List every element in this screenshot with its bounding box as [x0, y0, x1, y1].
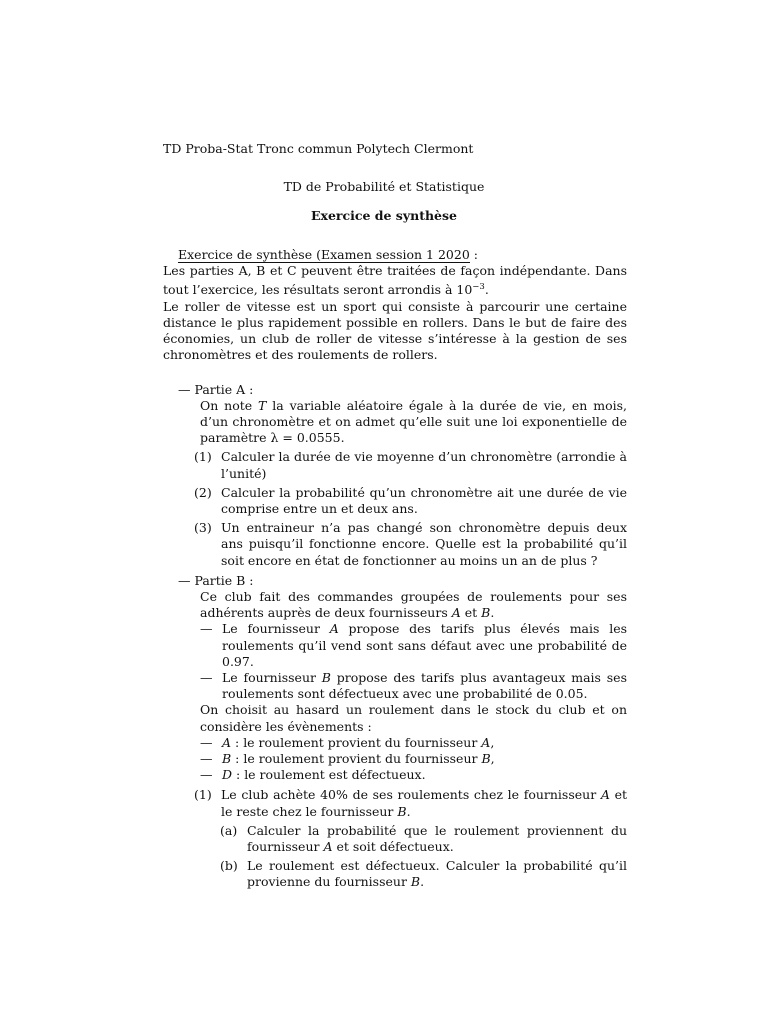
subquestion-text-end: et soit défectueux.: [332, 839, 454, 855]
question-number: (1): [194, 787, 212, 803]
event-text: [222, 767, 627, 783]
question-number: (3): [194, 520, 212, 536]
subquestion-variable: B: [410, 874, 421, 890]
subquestion-text-end: .: [420, 874, 425, 890]
document-subtitle: Exercice de synthèse: [310, 208, 458, 223]
part-a-intro: [200, 398, 627, 447]
dash-marker: —: [200, 670, 213, 686]
question-text-middle: et le reste chez le fournisseur: [221, 787, 627, 819]
question-text: Calculer la durée de vie moyenne d’un chronomètre (arrondie à l’unité): [221, 449, 627, 481]
exercise-body: [163, 247, 627, 891]
question-text: [221, 787, 627, 819]
event-text: [222, 735, 627, 751]
subquestion-variable: A: [323, 839, 333, 855]
document-title: TD de Probabilité et Statistique: [283, 179, 485, 194]
intro-paragraph-2: Le roller de vitesse est un sport qui consiste à parcourir une certaine distance le plus rapidement possible en rollers. Dans le but de faire des économies, un club de roller de vitesse s’intéresse à la gestion de ses chronomètres et des roulements de rollers.: [163, 298, 627, 363]
supplier-description: propose des tarifs plus avantageux mais ses roulements sont défectueux avec une probabilité de 0.05.: [222, 670, 627, 702]
event-a: [200, 735, 627, 751]
event-b: [200, 751, 627, 767]
dash-marker: —: [200, 734, 213, 750]
variable-a: A: [600, 787, 610, 803]
supplier-a-item: [200, 621, 627, 670]
question-text-start: Le club achète 40% de ses roulements chez le fournisseur: [221, 787, 601, 803]
part-b-intro-and: et: [460, 605, 482, 621]
part-a-title: — Partie A :: [178, 381, 254, 397]
part-a-intro-end: la variable aléatoire égale à la durée de vie, en mois, d’un chronomètre et on admet qu’elle suit une loi exponentielle de paramètre λ = 0.0555.: [200, 397, 627, 446]
question-number: (2): [194, 484, 212, 500]
event-supplier: A: [481, 734, 491, 750]
event-text: [222, 751, 627, 767]
part-a-body: [194, 397, 627, 569]
subquestion-a: [220, 823, 627, 855]
supplier-prefix: Le fournisseur: [222, 670, 322, 686]
dash-marker: —: [200, 751, 213, 767]
variable-a: A: [451, 605, 461, 621]
part-b-question-1: [194, 787, 627, 819]
question-text: Calculer la probabilité qu’un chronomètre ait une durée de vie comprise entre un et deux ans.: [221, 484, 627, 516]
part-b-intro-period: .: [490, 605, 495, 621]
event-variable: B: [222, 751, 232, 767]
event-variable: A: [222, 734, 232, 750]
supplier-variable: A: [329, 621, 339, 637]
variable-b: B: [481, 605, 491, 621]
supplier-prefix: Le fournisseur: [222, 621, 330, 637]
event-supplier: B: [481, 751, 491, 767]
supplier-description: propose des tarifs plus élevés mais les roulements qu’il vend sont sans défaut avec une probabilité de 0.97.: [222, 621, 627, 669]
part-b-body: [194, 589, 627, 891]
supplier-text: [222, 670, 627, 702]
question-text-end: .: [406, 803, 411, 819]
question-text: Un entraineur n’a pas changé son chronomètre depuis deux ans puisqu’il fonctionne encore. Quelle est la probabilité qu’il soit encore en état de fonctionner au moins un an de plus ?: [221, 520, 627, 568]
part-a: [178, 382, 627, 569]
variable-b: B: [397, 803, 407, 819]
variable-t: T: [258, 397, 267, 413]
event-end: ,: [490, 751, 495, 767]
event-description: : le roulement provient du fournisseur: [231, 751, 482, 767]
exercise-heading: [163, 247, 627, 263]
subquestion-text: [247, 823, 627, 855]
subquestion-b: [220, 858, 627, 890]
subquestion-text-start: Calculer la probabilité que le roulement proviennent du fournisseur: [247, 822, 627, 855]
subquestion-text: [247, 858, 627, 890]
exercise-heading-text: Exercice de synthèse (Examen session 1 2020: [178, 247, 470, 262]
supplier-b-item: [200, 670, 627, 702]
exercise-heading-colon: :: [469, 247, 478, 262]
event-description: : le roulement est défectueux.: [232, 767, 426, 783]
part-b-intro-start: Ce club fait des commandes groupées de roulements pour ses adhérents auprès de deux fournisseurs: [200, 589, 627, 621]
course-header: TD Proba-Stat Tronc commun Polytech Clermont: [163, 141, 474, 156]
part-b: [178, 573, 627, 891]
subquestion-number: (a): [220, 822, 238, 838]
dash-marker: —: [200, 767, 213, 783]
events-intro: On choisit au hasard un roulement dans le stock du club et on considère les évènements :: [200, 702, 627, 734]
event-d: [200, 767, 627, 783]
intro-paragraph-1: [163, 263, 627, 299]
intro-text: Les parties A, B et C peuvent être traitées de façon indépendante. Dans tout l’exercice, les résultats seront arrondis à 10: [163, 263, 627, 298]
part-a-question-3: [194, 520, 627, 569]
part-b-intro: [200, 589, 627, 621]
parts-list: [163, 382, 627, 891]
intro-period: .: [484, 282, 489, 298]
subquestion-number: (b): [220, 858, 238, 874]
question-number: (1): [194, 449, 212, 465]
part-a-question-2: [194, 484, 627, 517]
dash-marker: —: [200, 621, 213, 637]
event-description: : le roulement provient du fournisseur: [231, 734, 482, 750]
supplier-variable: B: [321, 670, 331, 686]
exponent: −3: [472, 282, 485, 293]
supplier-text: [222, 621, 627, 670]
event-end: ,: [490, 734, 495, 750]
part-b-title: — Partie B :: [178, 572, 254, 588]
subquestion-text-start: Le roulement est défectueux. Calculer la probabilité qu’il provienne du fournisseur: [247, 858, 627, 890]
part-a-question-1: [194, 449, 627, 481]
event-variable: D: [222, 767, 233, 783]
part-a-intro-start: On note: [200, 397, 259, 413]
